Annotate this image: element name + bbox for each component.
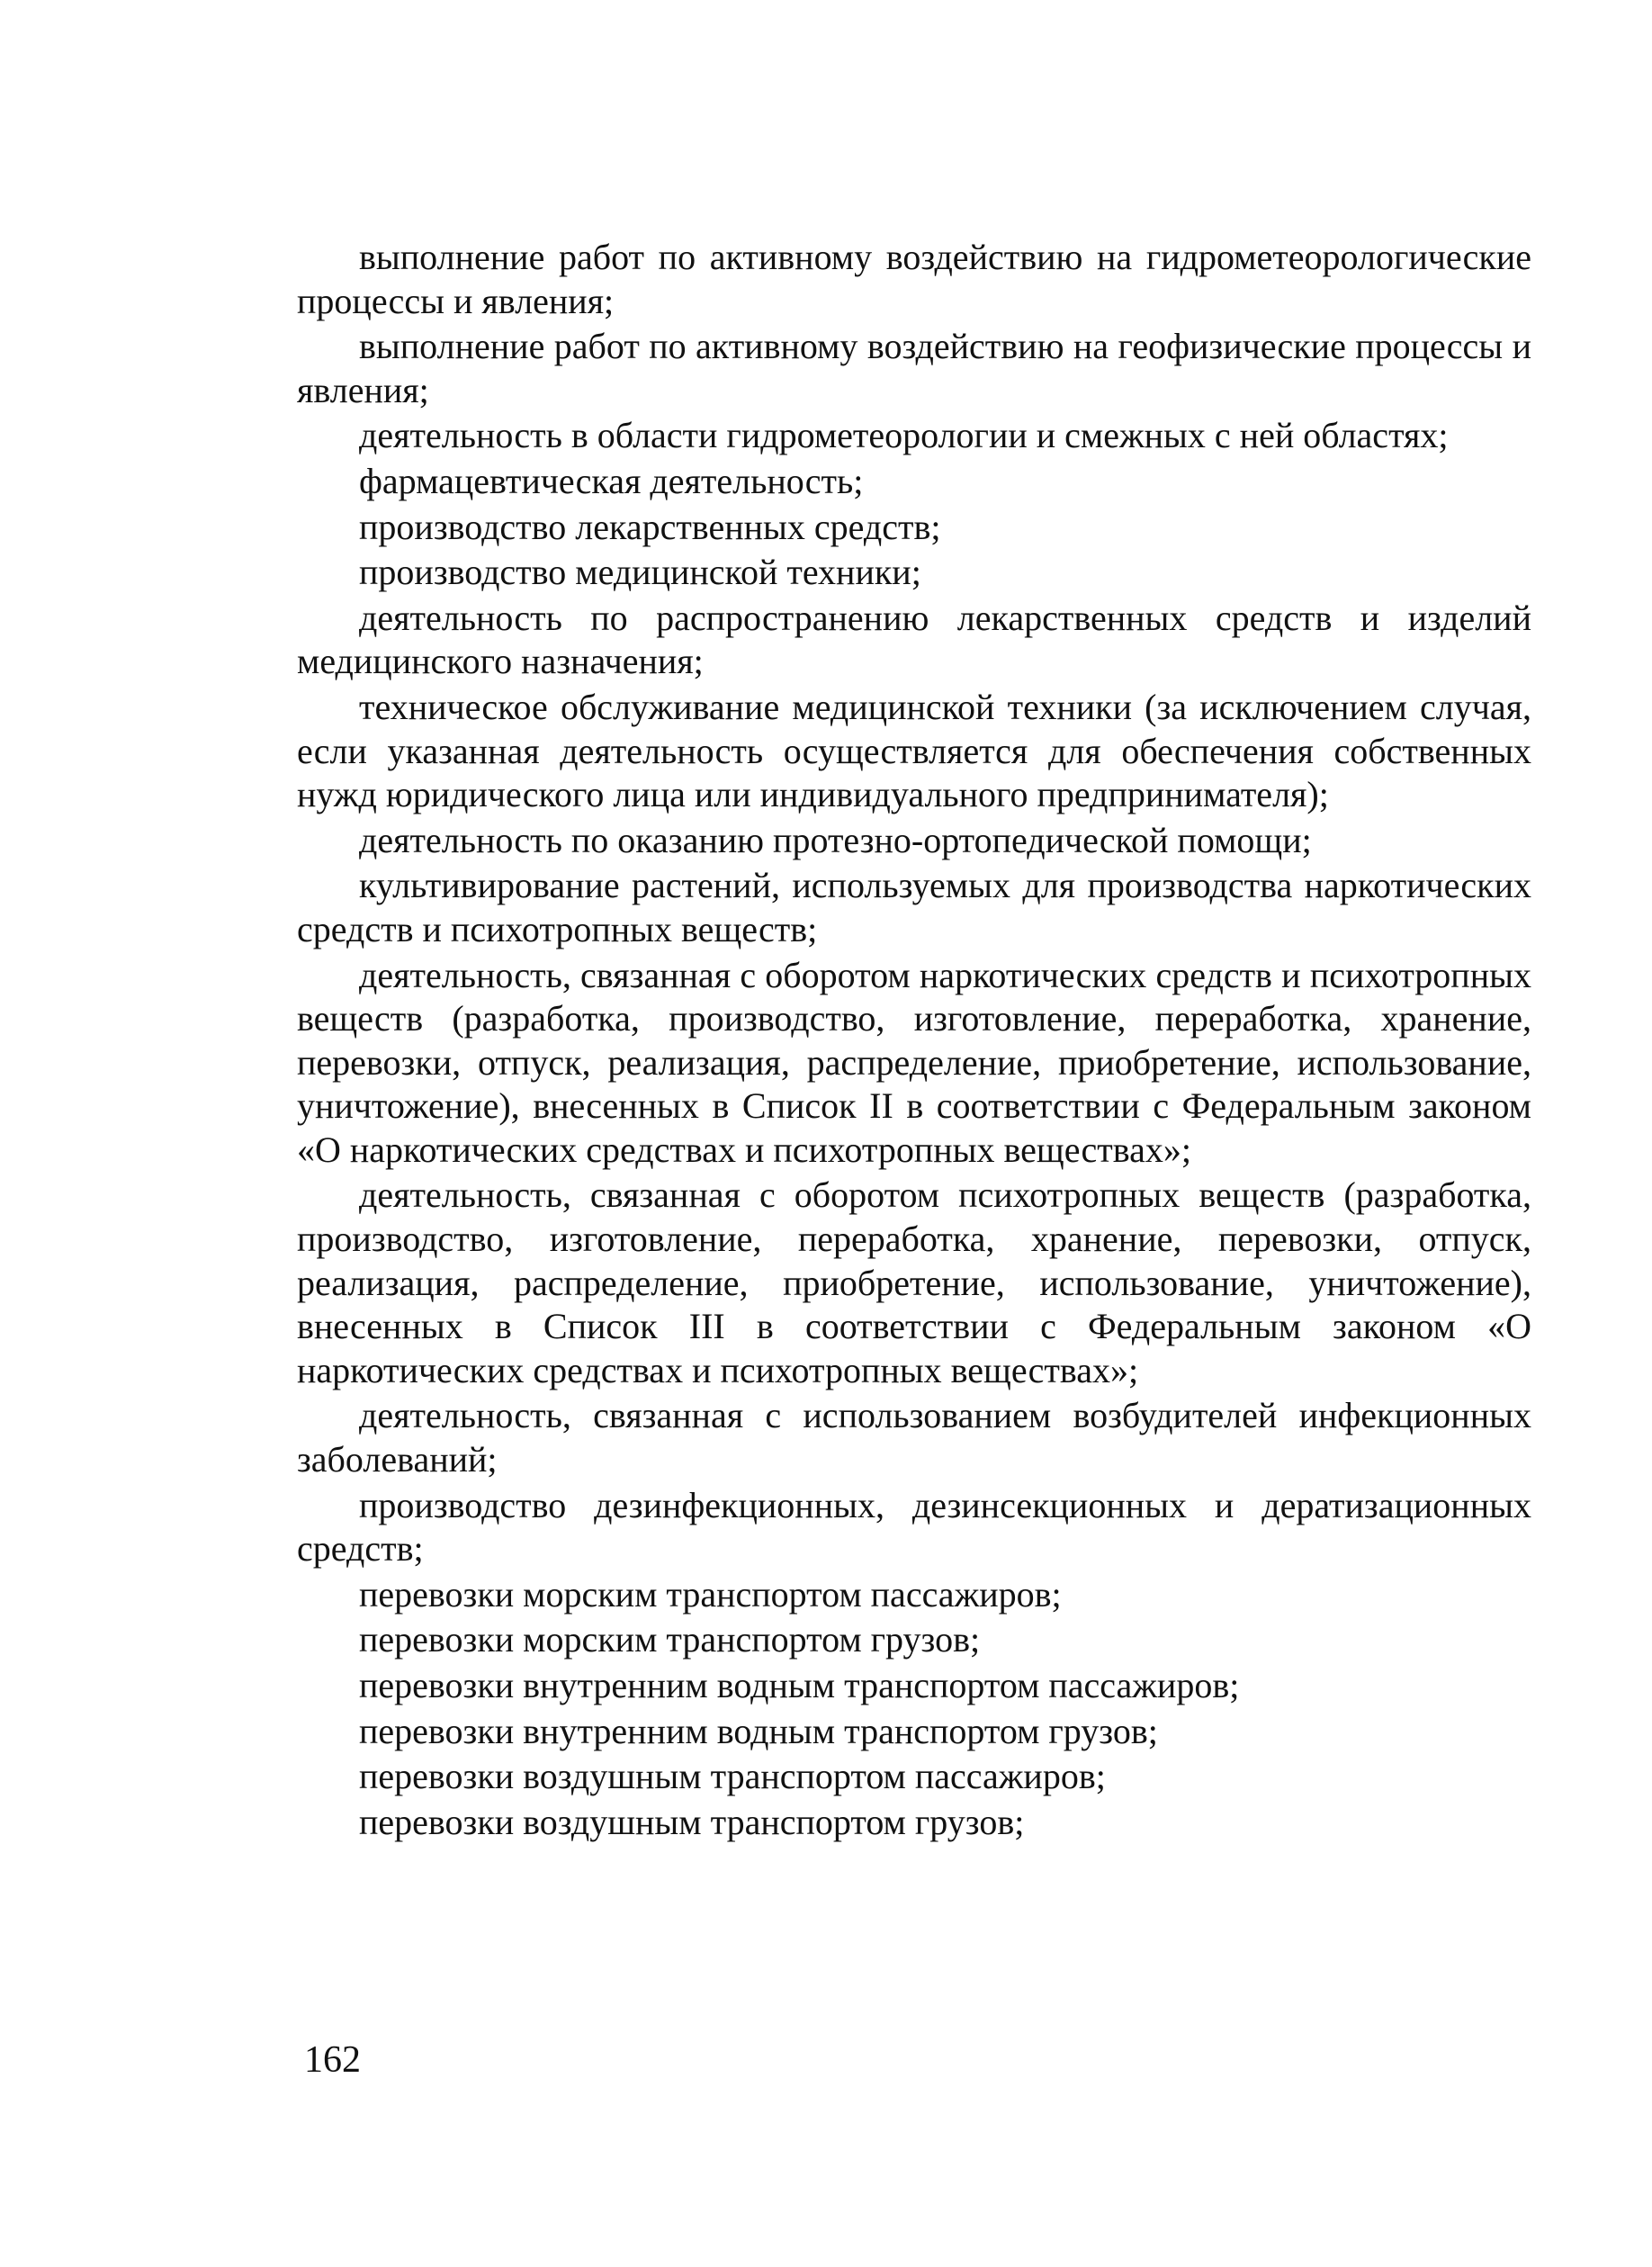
list-item: производство медицинской техники; [359, 552, 921, 593]
list-item: перевозки воздушным транспортом пассажиров; [359, 1756, 1106, 1797]
list-item: деятельность в области гидрометеорологии и смежных с ней областях; [359, 415, 1449, 456]
list-item: производство дезинфекционных, дезинсекционных и дератизационных средств; [297, 1484, 1531, 1570]
list-item: фармацевтическая деятельность; [359, 460, 864, 501]
list-item: техническое обслуживание медицинской техники (за исключением случая, если указанная деятельность осуществляется для обеспечения собственных нужд юридического лица или индивидуального предпринимателя); [297, 686, 1531, 815]
list-item: перевозки воздушным транспортом грузов; [359, 1801, 1025, 1842]
list-item: деятельность, связанная с оборотом наркотических средств и психотропных веществ (разработка, производство, изготовление, переработка, хранение, перевозки, отпуск, реализация, распределение, приобретение, использование, уничтожение), внесенных в Список II в соответствии с Федеральным законом «О наркотических средствах и психотропных веществах»; [297, 954, 1531, 1170]
list-item: производство лекарственных средств; [359, 506, 941, 547]
list-item: перевозки морским транспортом грузов; [359, 1619, 981, 1660]
list-item: перевозки внутренним водным транспортом пассажиров; [359, 1665, 1240, 1705]
page-number: 162 [304, 2039, 361, 2081]
list-item: выполнение работ по активному воздействию на гидрометеорологические процессы и явления; [297, 237, 1531, 321]
list-item: деятельность по распространению лекарственных средств и изделий медицинского назначения; [297, 597, 1531, 682]
list-item: культивирование растений, используемых для производства наркотических средств и психотропных веществ; [297, 865, 1531, 949]
list-item: деятельность, связанная с оборотом психотропных веществ (разработка, производство, изготовление, переработка, хранение, перевозки, отпуск, реализация, распределение, приобретение, использование, уничтожение), внесенных в Список III в соответствии с Федеральным законом «О наркотических средствах и психотропных веществах»; [297, 1174, 1531, 1390]
list-item: деятельность по оказанию протезно-ортопедической помощи; [359, 819, 1312, 860]
list-item: деятельность, связанная с использованием возбудителей инфекционных заболеваний; [297, 1395, 1531, 1480]
body-text [297, 236, 1531, 1844]
list-item: перевозки внутренним водным транспортом грузов; [359, 1710, 1158, 1751]
list-item: перевозки морским транспортом пассажиров; [359, 1573, 1062, 1615]
list-item: выполнение работ по активному воздействию на геофизические процессы и явления; [297, 326, 1531, 410]
